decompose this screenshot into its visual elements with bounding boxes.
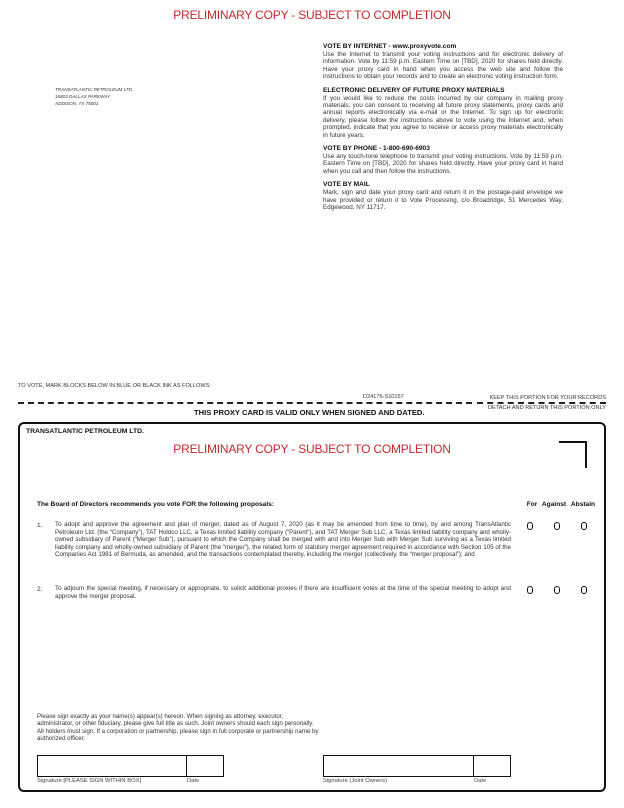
joint-signature-box[interactable]: [323, 755, 474, 777]
valid-notice: THIS PROXY CARD IS VALID ONLY WHEN SIGNED AND DATED.: [194, 408, 425, 417]
detach-portion-label: DETACH AND RETURN THIS PORTION ONLY: [488, 405, 606, 411]
proxy-card: [18, 422, 606, 792]
date-label: Date: [187, 778, 200, 784]
vote-internet-title: VOTE BY INTERNET - www.proxyvote.com: [323, 43, 457, 50]
cut-line: [18, 402, 472, 404]
board-recommendation: The Board of Directors recommends you vote FOR the following proposals:: [37, 501, 275, 508]
corner-registration-mark: [559, 441, 587, 468]
signature-label: Signature [PLEASE SIGN WITHIN BOX]: [37, 778, 142, 784]
cut-line-right: [477, 402, 606, 404]
date-box[interactable]: [186, 755, 224, 777]
proposal-number: 2.: [37, 586, 43, 593]
vote-phone-title: VOTE BY PHONE - 1-800-690-6903: [323, 145, 430, 153]
joint-date-label: Date: [474, 778, 487, 784]
column-against: Against: [541, 501, 567, 508]
proposal-2-against-oval[interactable]: [554, 586, 560, 594]
card-company-name: TRANSATLANTIC PETROLEUM LTD.: [26, 428, 144, 435]
vote-mail-text: Mark, sign and date your proxy card and return it in the postage-paid envelope we have provided or return it to Vote Processing, c/o Broadridge, 51 Mercedes Way, Edgewood, NY 11717.: [323, 189, 563, 212]
voting-instructions: [323, 42, 563, 212]
vote-mail-title: VOTE BY MAIL: [323, 181, 370, 189]
control-code: D24176-S10157: [363, 394, 404, 400]
proposal-1-against-oval[interactable]: [554, 522, 560, 530]
address-city: ADDISON, TX 75001: [55, 101, 99, 106]
electronic-delivery-text: If you would like to reduce the costs incurred by our company in mailing proxy materials, you can consent to receiving all future proxy statements, proxy cards and annual reports electronically via e-mail or the Internet. To sign up for electronic delivery, please follow the instructions above to vote using the Internet and, when prompted, indicate that you agree to receive or access proxy materials electronically in future years.: [323, 94, 563, 139]
keep-portion-label: KEEP THIS PORTION FOR YOUR RECORDS: [489, 395, 606, 401]
vote-internet-text: Use the Internet to transmit your voting instructions and for electronic delivery of information. Vote by 11:59 p.m. Eastern Time on [TBD], 2020 for shares held directly. Have your proxy card in hand when you access the web site and follow the instructions to obtain your records and to create an electronic voting instruction form.: [323, 51, 563, 81]
vote-phone-text: Use any touch-tone telephone to transmit your voting instructions. Vote by 11:59 p.m. Eastern Time on [TBD], 2020 for shares held directly. Have your proxy card in hand when you call and then follow the instructions.: [323, 153, 563, 175]
proposal-2-for-oval[interactable]: [527, 586, 533, 594]
proposal-2-abstain-oval[interactable]: [581, 586, 587, 594]
card-preliminary-header: PRELIMINARY COPY - SUBJECT TO COMPLETION: [173, 442, 451, 456]
mark-instruction: TO VOTE, MARK BLOCKS BELOW IN BLUE OR BLACK INK AS FOLLOWS:: [18, 383, 211, 389]
proposal-1-abstain-oval[interactable]: [581, 522, 587, 530]
signing-instructions: Please sign exactly as your name(s) appear(s) hereon. When signing as attorney, executor, administrator, or other fiduciary, please give full title as such. Joint owners should each sign personally. All holders must sign. If a corporation or partnership, please sign in full corporate or partnership name by authorized officer.: [37, 713, 319, 743]
address-street: 16803 DALLAS PARKWAY: [55, 94, 111, 99]
column-abstain: Abstain: [570, 501, 596, 508]
address-name: TRANSATLANTIC PETROLEUM LTD.: [55, 87, 134, 92]
preliminary-header: PRELIMINARY COPY - SUBJECT TO COMPLETION: [173, 8, 451, 22]
company-address: [55, 86, 133, 107]
joint-signature-label: Signature (Joint Owners): [323, 778, 388, 784]
proposal-number: 1.: [37, 522, 43, 529]
proposal-text: To adopt and approve the agreement and plan of merger, dated as of August 7, 2020 (as it may be amended from time to time), by and among TransAtlantic Petroleum Ltd. (the “Company”), TAT Holdco LLC, a Texas limited liability company (“Parent”), and TAT Merger Sub LLC, a Texas limited liability company and wholly-owned subsidiary of Parent (“Merger Sub”), pursuant to which the Company shall be merged with and into Merger Sub with Merger Sub surviving as a Texas limited liability company and wholly-owned subsidiary of Parent (the “merger”), the related form of statutory merger agreement required in accordance with Section 105 of the Companies Act 1981 of Bermuda, as amended, and the transactions contemplated thereby, including the merger (collectively, the “merger proposal”); and: [55, 521, 511, 559]
signature-box[interactable]: [37, 755, 187, 777]
proposal-text: To adjourn the special meeting, if necessary or appropriate, to solicit additional proxies if there are insufficient votes at the time of the special meeting to adopt and approve the merger proposal.: [55, 585, 511, 600]
column-for: For: [526, 501, 538, 508]
joint-date-box[interactable]: [473, 755, 511, 777]
electronic-delivery-title: ELECTRONIC DELIVERY OF FUTURE PROXY MATERIALS: [323, 86, 505, 94]
proposal-1-for-oval[interactable]: [527, 522, 533, 530]
